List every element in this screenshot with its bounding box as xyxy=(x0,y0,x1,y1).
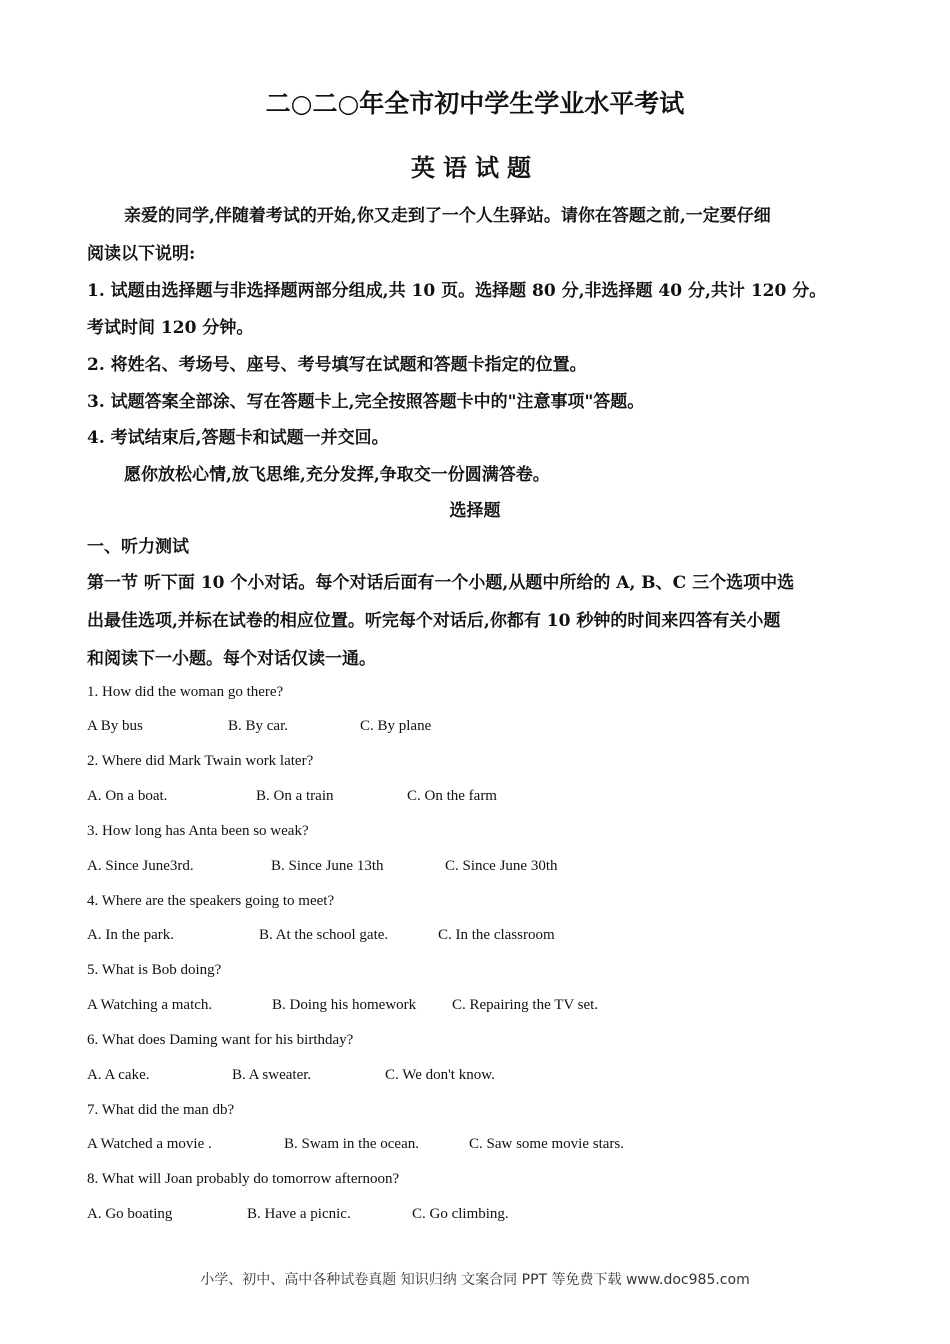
page-footer: 小学、初中、高中各种试卷真题 知识归纳 文案合同 PPT 等免费下载 www.doc985.com xyxy=(200,1272,750,1288)
option-5b: B. Doing his homework xyxy=(272,997,417,1013)
option-4a: A. In the park. xyxy=(87,927,175,943)
option-3c: C. Since June 30th xyxy=(445,858,558,874)
option-6b: B. A sweater. xyxy=(232,1067,312,1083)
section1-line-3: 和阅读下一小题。每个对话仅读一通。 xyxy=(87,649,376,669)
intro-line-1: 亲爱的同学,伴随着考试的开始,你又走到了一个人生驿站。请你在答题之前,一定要仔细 xyxy=(124,206,771,226)
option-1a: A By bus xyxy=(87,718,143,734)
rule-1b: 考试时间 120 分钟。 xyxy=(87,318,254,338)
question-2: 2. Where did Mark Twain work later? xyxy=(87,753,314,769)
exam-subtitle: 英语试题 xyxy=(411,153,539,182)
option-4b: B. At the school gate. xyxy=(259,927,389,943)
option-8a: A. Go boating xyxy=(87,1206,173,1222)
question-8: 8. What will Joan probably do tomorrow afternoon? xyxy=(87,1171,400,1187)
part-heading: 一、听力测试 xyxy=(87,537,189,557)
option-2a: A. On a boat. xyxy=(87,788,168,804)
rule-1a: 1. 试题由选择题与非选择题两部分组成,共 10 页。选择题 80 分,非选择题 40 分,共计 120 分。 xyxy=(87,281,827,301)
question-1: 1. How did the woman go there? xyxy=(87,684,284,700)
section1-line-2: 出最佳选项,并标在试卷的相应位置。听完每个对话后,你都有 10 秒钟的时间来四答有关小题 xyxy=(87,611,781,631)
option-6a: A. A cake. xyxy=(87,1067,150,1083)
option-4c: C. In the classroom xyxy=(438,927,555,943)
section1-line-1: 第一节 听下面 10 个小对话。每个对话后面有一个小题,从题中所给的 A, B、C 三个选项中选 xyxy=(87,573,795,593)
option-6c: C. We don't know. xyxy=(385,1067,495,1083)
option-5c: C. Repairing the TV set. xyxy=(452,997,599,1013)
option-3a: A. Since June3rd. xyxy=(87,858,194,874)
option-5a: A Watching a match. xyxy=(87,997,213,1013)
question-4: 4. Where are the speakers going to meet? xyxy=(87,893,335,909)
question-3: 3. How long has Anta been so weak? xyxy=(87,823,309,839)
rule-4: 4. 考试结束后,答题卡和试题一并交回。 xyxy=(87,428,389,448)
option-7b: B. Swam in the ocean. xyxy=(284,1136,419,1152)
question-7: 7. What did the man db? xyxy=(87,1102,235,1118)
option-7c: C. Saw some movie stars. xyxy=(469,1136,624,1152)
section-heading: 选择题 xyxy=(449,501,501,521)
option-1c: C. By plane xyxy=(360,718,432,734)
option-2b: B. On a train xyxy=(256,788,334,804)
question-5: 5. What is Bob doing? xyxy=(87,962,222,978)
wish-line: 愿你放松心情,放飞思维,充分发挥,争取交一份圆满答卷。 xyxy=(124,465,550,485)
intro-line-2: 阅读以下说明: xyxy=(87,244,196,264)
rule-3: 3. 试题答案全部涂、写在答题卡上,完全按照答题卡中的"注意事项"答题。 xyxy=(87,392,645,412)
option-7a: A Watched a movie . xyxy=(87,1136,212,1152)
option-1b: B. By car. xyxy=(228,718,288,734)
rule-2: 2. 将姓名、考场号、座号、考号填写在试题和答题卡指定的位置。 xyxy=(87,355,587,375)
option-2c: C. On the farm xyxy=(407,788,497,804)
option-3b: B. Since June 13th xyxy=(271,858,384,874)
option-8b: B. Have a picnic. xyxy=(247,1206,351,1222)
exam-title: 二○二○年全市初中学生学业水平考试 xyxy=(265,89,685,118)
option-8c: C. Go climbing. xyxy=(412,1206,509,1222)
question-6: 6. What does Daming want for his birthday? xyxy=(87,1032,354,1048)
